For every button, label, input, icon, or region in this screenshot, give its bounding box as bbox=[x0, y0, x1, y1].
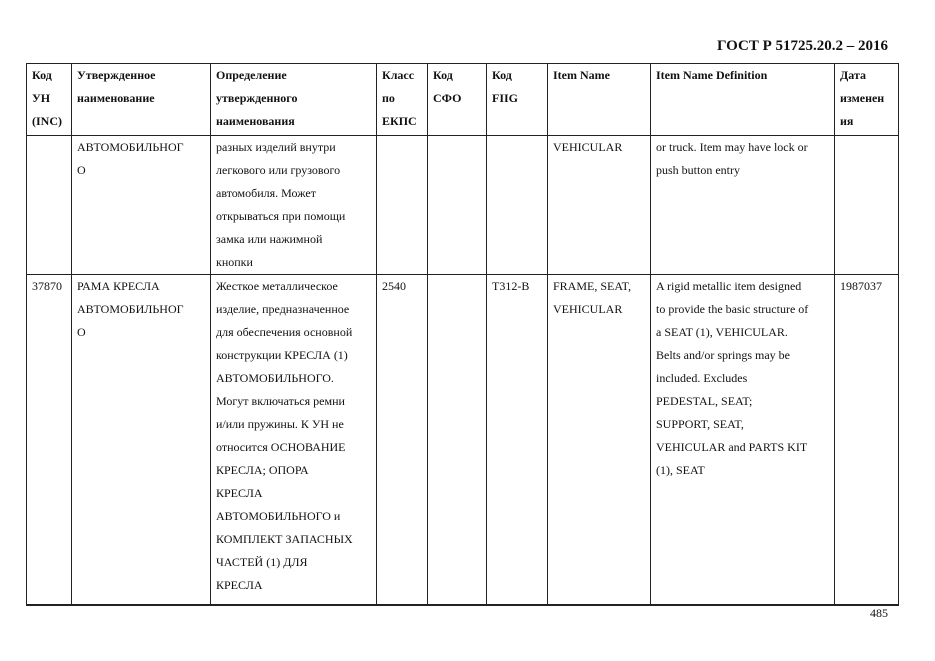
table-row bbox=[27, 136, 899, 275]
cell-inc-code bbox=[27, 136, 72, 275]
cell-definition: Жесткое металлическое изделие, предназначенное для обеспечения основной конструкции КРЕСЛА (1) АВТОМОБИЛЬНОГО. Могут включаться ремни и/или пружины. К УН не относится ОСНОВАНИЕ КРЕСЛА; ОПОРА КРЕСЛА АВТОМОБИЛЬНОГО и КОМПЛЕКТ ЗАПАСНЫХ ЧАСТЕЙ (1) ДЛЯ КРЕСЛА bbox=[211, 275, 377, 606]
cell-change-date bbox=[835, 136, 899, 275]
cell-approved-name: РАМА КРЕСЛА АВТОМОБИЛЬНОГ О bbox=[72, 275, 211, 606]
header-item-name-definition: Item Name Definition bbox=[651, 64, 835, 136]
header-ekps-class: Класс по ЕКПС bbox=[377, 64, 428, 136]
cell-sfo-code bbox=[428, 136, 487, 275]
header-approved-name: Утвержденное наименование bbox=[72, 64, 211, 136]
cell-item-name: FRAME, SEAT, VEHICULAR bbox=[548, 275, 651, 606]
table-row bbox=[27, 275, 899, 606]
header-sfo-code: Код СФО bbox=[428, 64, 487, 136]
cell-sfo-code bbox=[428, 275, 487, 606]
table-header-row bbox=[27, 64, 899, 136]
cell-fiig-code: T312-B bbox=[487, 275, 548, 606]
header-change-date: Дата изменен ия bbox=[835, 64, 899, 136]
header-definition: Определение утвержденного наименования bbox=[211, 64, 377, 136]
cell-change-date: 1987037 bbox=[835, 275, 899, 606]
cell-item-name-definition: A rigid metallic item designed to provide the basic structure of a SEAT (1), VEHICULAR. Belts and/or springs may be included. Excludes PEDESTAL, SEAT; SUPPORT, SEAT, VEHICULAR and PARTS KIT (1), SEAT bbox=[651, 275, 835, 606]
page-number: 485 bbox=[870, 606, 888, 620]
cell-approved-name: АВТОМОБИЛЬНОГ О bbox=[72, 136, 211, 275]
header-inc-code: Код УН (INC) bbox=[27, 64, 72, 136]
cell-fiig-code bbox=[487, 136, 548, 275]
cell-ekps-class bbox=[377, 136, 428, 275]
cell-ekps-class: 2540 bbox=[377, 275, 428, 606]
header-fiig-code: Код FIIG bbox=[487, 64, 548, 136]
nomenclature-table bbox=[26, 63, 899, 606]
cell-definition: разных изделий внутри легкового или грузового автомобиля. Может открываться при помощи замка или нажимной кнопки bbox=[211, 136, 377, 275]
cell-inc-code: 37870 bbox=[27, 275, 72, 606]
document-standard-header: ГОСТ Р 51725.20.2 – 2016 bbox=[716, 38, 888, 54]
cell-item-name: VEHICULAR bbox=[548, 136, 651, 275]
header-item-name: Item Name bbox=[548, 64, 651, 136]
cell-item-name-definition: or truck. Item may have lock or push button entry bbox=[651, 136, 835, 275]
